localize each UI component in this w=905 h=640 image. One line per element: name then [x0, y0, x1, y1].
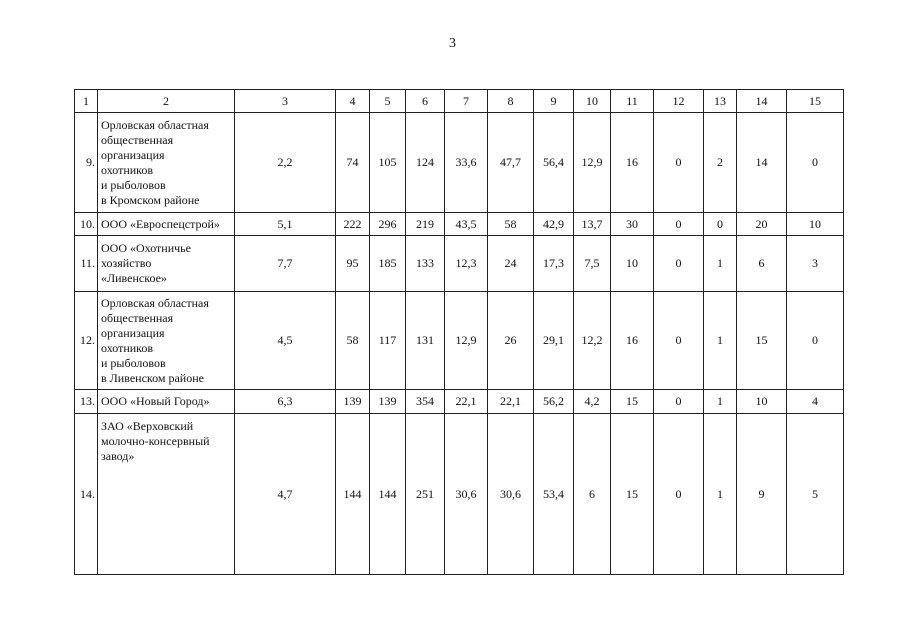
cell: 12,9: [445, 292, 488, 390]
cell: 17,3: [534, 236, 574, 292]
row-number: 10.: [75, 213, 98, 236]
cell: 10: [611, 236, 654, 292]
cell: 296: [370, 213, 406, 236]
col-header: 4: [336, 90, 370, 113]
col-header: 6: [406, 90, 445, 113]
col-header: 12: [654, 90, 704, 113]
cell: 4,5: [235, 292, 336, 390]
cell: 0: [654, 292, 704, 390]
cell: 56,4: [534, 113, 574, 213]
cell: 185: [370, 236, 406, 292]
col-header: 2: [98, 90, 235, 113]
cell: 144: [336, 414, 370, 575]
cell: 56,2: [534, 390, 574, 414]
cell: 20: [737, 213, 787, 236]
cell: 0: [654, 236, 704, 292]
cell: 4,2: [574, 390, 611, 414]
table-row: [75, 390, 844, 414]
cell: 53,4: [534, 414, 574, 575]
cell: 251: [406, 414, 445, 575]
cell: 139: [336, 390, 370, 414]
cell: 2,2: [235, 113, 336, 213]
cell: 6,3: [235, 390, 336, 414]
cell: 10: [787, 213, 844, 236]
cell: 0: [704, 213, 737, 236]
table-row: [75, 292, 844, 390]
cell: 30,6: [445, 414, 488, 575]
cell: 354: [406, 390, 445, 414]
cell: 13,7: [574, 213, 611, 236]
cell: 1: [704, 414, 737, 575]
cell: 6: [574, 414, 611, 575]
organization-name: Орловская областная общественная организация охотников и рыболовов в Кромском районе: [98, 113, 235, 213]
data-table: [74, 89, 844, 575]
cell: 15: [611, 414, 654, 575]
cell: 124: [406, 113, 445, 213]
col-header: 14: [737, 90, 787, 113]
col-header: 10: [574, 90, 611, 113]
cell: 14: [737, 113, 787, 213]
cell: 0: [787, 292, 844, 390]
cell: 1: [704, 292, 737, 390]
cell: 22,1: [488, 390, 534, 414]
row-number: 11.: [75, 236, 98, 292]
cell: 16: [611, 113, 654, 213]
page-number: 3: [449, 36, 456, 51]
cell: 24: [488, 236, 534, 292]
col-header: 7: [445, 90, 488, 113]
col-header: 3: [235, 90, 336, 113]
cell: 0: [654, 113, 704, 213]
row-number: 13.: [75, 390, 98, 414]
col-header: 11: [611, 90, 654, 113]
row-number: 9.: [75, 113, 98, 213]
cell: 1: [704, 236, 737, 292]
cell: 95: [336, 236, 370, 292]
cell: 30,6: [488, 414, 534, 575]
cell: 7,5: [574, 236, 611, 292]
table-row: [75, 414, 844, 575]
cell: 22,1: [445, 390, 488, 414]
cell: 43,5: [445, 213, 488, 236]
cell: 105: [370, 113, 406, 213]
cell: 12,3: [445, 236, 488, 292]
cell: 1: [704, 390, 737, 414]
cell: 5: [787, 414, 844, 575]
cell: 6: [737, 236, 787, 292]
col-header: 13: [704, 90, 737, 113]
cell: 74: [336, 113, 370, 213]
cell: 9: [737, 414, 787, 575]
cell: 42,9: [534, 213, 574, 236]
cell: 10: [737, 390, 787, 414]
cell: 219: [406, 213, 445, 236]
cell: 7,7: [235, 236, 336, 292]
table-row: [75, 236, 844, 292]
organization-name: ООО «Охотничье хозяйство «Ливенское»: [98, 236, 235, 292]
col-header: 8: [488, 90, 534, 113]
header-row: [75, 90, 844, 113]
table-row: [75, 113, 844, 213]
cell: 3: [787, 236, 844, 292]
cell: 0: [654, 213, 704, 236]
organization-name: ООО «Евроспецстрой»: [98, 213, 235, 236]
cell: 0: [654, 414, 704, 575]
cell: 131: [406, 292, 445, 390]
cell: 2: [704, 113, 737, 213]
cell: 144: [370, 414, 406, 575]
cell: 4: [787, 390, 844, 414]
cell: 222: [336, 213, 370, 236]
cell: 139: [370, 390, 406, 414]
col-header: 9: [534, 90, 574, 113]
cell: 12,9: [574, 113, 611, 213]
cell: 15: [611, 390, 654, 414]
row-number: 14.: [75, 414, 98, 575]
col-header: 1: [75, 90, 98, 113]
cell: 133: [406, 236, 445, 292]
organization-name: Орловская областная общественная организация охотников и рыболовов в Ливенском районе: [98, 292, 235, 390]
cell: 58: [336, 292, 370, 390]
cell: 29,1: [534, 292, 574, 390]
cell: 33,6: [445, 113, 488, 213]
table-row: [75, 213, 844, 236]
organization-name: ООО «Новый Город»: [98, 390, 235, 414]
organization-name: ЗАО «Верховский молочно-консервный завод»: [98, 414, 235, 575]
cell: 26: [488, 292, 534, 390]
cell: 30: [611, 213, 654, 236]
col-header: 5: [370, 90, 406, 113]
cell: 16: [611, 292, 654, 390]
cell: 5,1: [235, 213, 336, 236]
cell: 4,7: [235, 414, 336, 575]
cell: 0: [787, 113, 844, 213]
cell: 15: [737, 292, 787, 390]
cell: 47,7: [488, 113, 534, 213]
cell: 58: [488, 213, 534, 236]
cell: 12,2: [574, 292, 611, 390]
row-number: 12.: [75, 292, 98, 390]
cell: 0: [654, 390, 704, 414]
col-header: 15: [787, 90, 844, 113]
cell: 117: [370, 292, 406, 390]
